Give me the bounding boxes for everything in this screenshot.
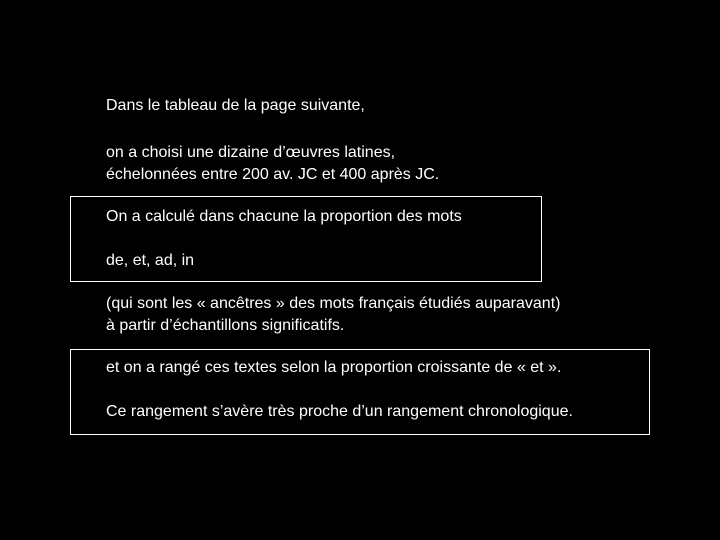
date-range-line: échelonnées entre 200 av. JC et 400 après JC.	[106, 166, 440, 183]
ancestors-note: (qui sont les « ancêtres » des mots français étudiés auparavant)	[106, 295, 561, 312]
intro-line: Dans le tableau de la page suivante,	[106, 97, 365, 114]
ranking-line: et on a rangé ces textes selon la proportion croissante de « et ».	[106, 359, 562, 376]
words-list: de, et, ad, in	[106, 252, 195, 269]
conclusion-line: Ce rangement s’avère très proche d’un rangement chronologique.	[106, 403, 573, 420]
calculation-line: On a calculé dans chacune la proportion des mots	[106, 208, 462, 225]
samples-line: à partir d’échantillons significatifs.	[106, 317, 345, 334]
corpus-line: on a choisi une dizaine d’œuvres latines,	[106, 144, 396, 161]
